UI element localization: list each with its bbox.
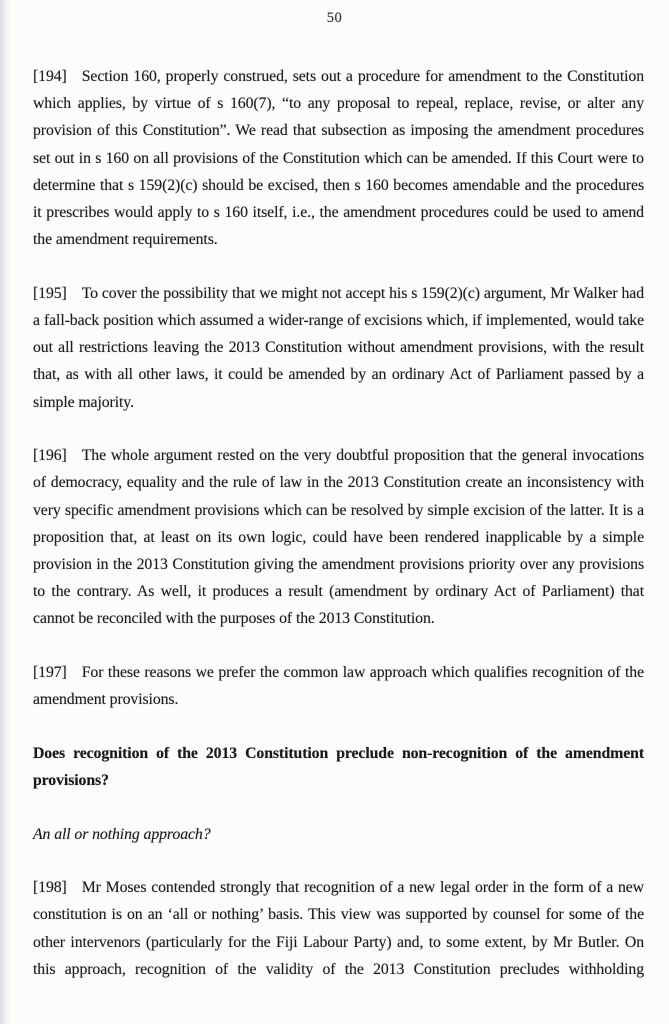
paragraph-195-number: [195] xyxy=(33,284,67,302)
paragraph-198 xyxy=(33,874,644,983)
paragraph-196 xyxy=(33,442,644,632)
subsection-heading: An all or nothing approach? xyxy=(33,825,211,843)
paragraph-198-number: [198] xyxy=(33,879,67,897)
paragraph-194 xyxy=(33,63,644,253)
paragraph-194-number: [194] xyxy=(33,68,67,85)
page-number: 50 xyxy=(326,10,343,26)
paragraph-198-text: Mr Moses contended strongly that recognition of a new legal order in the form of a new constitution is on an ‘all or nothing’ basis. This view was supported by counsel for some of the other intervenors (particularly for the Fiji Labour Party) and, to some extent, by Mr Butler. On this approach, recognition of the validity of the 2013 Constitution precludes withholding xyxy=(33,879,644,978)
judgment-body xyxy=(33,63,644,983)
scan-edge-shadow xyxy=(0,0,12,1024)
paragraph-197-text: For these reasons we prefer the common law approach which qualifies recognition of the amendment provisions. xyxy=(33,664,644,709)
paragraph-195 xyxy=(33,280,644,416)
section-heading: Does recognition of the 2013 Constitution preclude non-recognition of the amendment provisions? xyxy=(33,744,644,790)
paragraph-196-text: The whole argument rested on the very doubtful proposition that the general invocations of democracy, equality and the rule of law in the 2013 Constitution create an inconsistency with very specific amendment provisions which can be resolved by simple excision of the latter. It is a proposition that, at least on its own logic, could have been rendered inapplicable by a simple provision in the 2013 Constitution giving the amendment provisions priority over any provisions to the contrary. As well, it produces a result (amendment by ordinary Act of Parliament) that cannot be reconciled with the purposes of the 2013 Constitution. xyxy=(33,447,644,628)
paragraph-194-text: Section 160, properly construed, sets out a procedure for amendment to the Constitution which applies, by virtue of s 160(7), “to any proposal to repeal, replace, revise, or alter any provision of this Constitution”. We read that subsection as imposing the amendment procedures set out in s 160 on all provisions of the Constitution which can be amended. If this Court were to determine that s 159(2)(c) should be excised, then s 160 becomes amendable and the procedures it prescribes would apply to s 160 itself, i.e., the amendment procedures could be used to amend the amendment requirements. xyxy=(33,68,644,249)
paragraph-197 xyxy=(33,659,644,713)
paragraph-197-number: [197] xyxy=(33,664,67,682)
paragraph-195-text: To cover the possibility that we might not accept his s 159(2)(c) argument, Mr Walker had a fall-back position which assumed a wider-range of excisions which, if implemented, would take out all restrictions leaving the 2013 Constitution without amendment provisions, with the result that, as with all other laws, it could be amended by an ordinary Act of Parliament passed by a simple majority. xyxy=(33,284,644,411)
paragraph-196-number: [196] xyxy=(33,447,67,465)
